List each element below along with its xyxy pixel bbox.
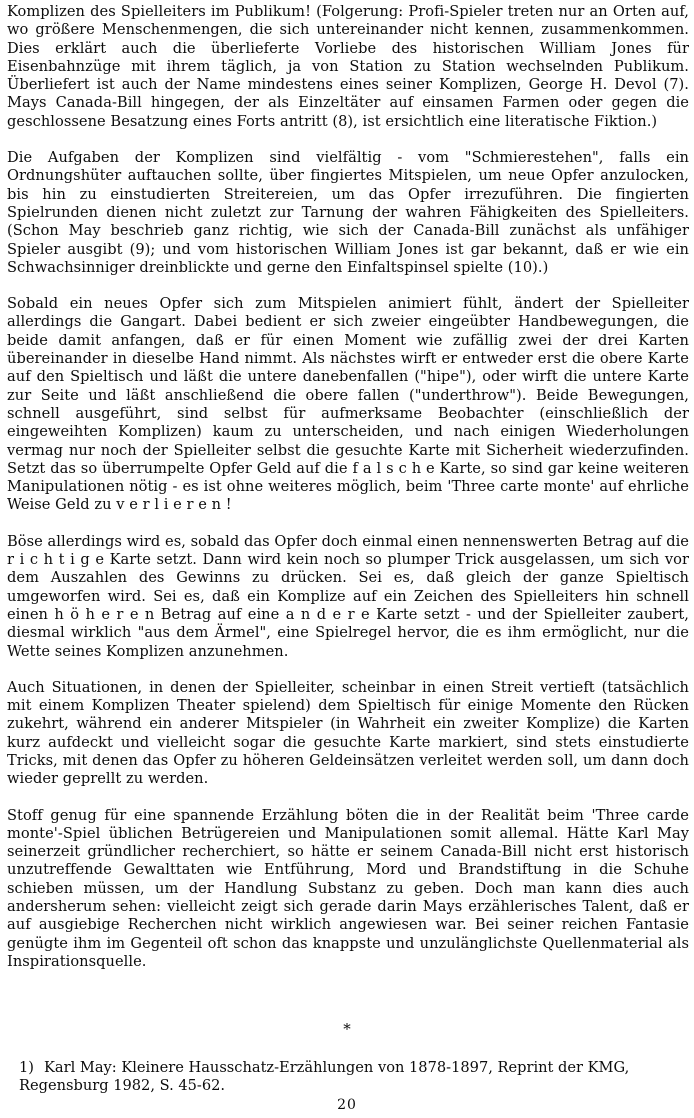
footnote: [19, 1059, 687, 1096]
paragraph-neues-opfer: Sobald ein neues Opfer sich zum Mitspielen animiert fühlt, ändert der Spielleiter allerdings die Gangart. Dabei bedient er sich zweier eingeübter Handbewegungen, die beide damit anfangen, daß er für einen Moment wie zufällig zwei der drei Karten übereinander in dieselbe Hand nimmt. Als nächstes wirft er entweder erst die obere Karte auf den Spieltisch und läßt die untere danebenfallen ("hipe"), oder wirft die untere Karte zur Seite und läßt anschließend die obere fallen ("underthrow"). Beide Bewegungen, schnell ausgeführt, sind selbst für aufmerksame Beobachter (einschließlich der eingeweihten Komplizen) kaum zu unterscheiden, und nach einigen Wiederholungen vermag nur noch der Spielleiter selbst die gesuchte Karte mit Sicherheit wiederzufinden. Setzt das so überrumpelte Opfer Geld auf die f a l s c h e Karte, so sind gar keine weiteren Manipulationen nötig - es ist ohne weiteres möglich, beim 'Three carte monte' auf ehrliche Weise Geld zu v e r l i e r e n !: [7, 295, 689, 514]
paragraph-stoff: Stoff genug für eine spannende Erzählung böten die in der Realität beim 'Three carde monte'-Spiel üblichen Betrügereien und Manipulationen somit allemal. Hätte Karl May seinerzeit gründlicher recherchiert, so hätte er seinem Canada-Bill nicht erst historisch unzutreffende Gewalttaten wie Entführung, Mord und Brandstiftung in die Schuhe schieben müssen, um der Handlung Substanz zu geben. Doch man kann dies auch andersherum sehen: vielleicht zeigt sich gerade darin Mays erzählerisches Talent, daß er auf ausgiebige Recherchen nicht wirklich angewiesen war. Bei seiner reichen Fantasie genügte ihm im Gegenteil oft schon das knappste und unzulänglichste Quellenmaterial als Inspirationsquelle.: [7, 806, 689, 970]
footnote-number: 1): [19, 1059, 34, 1076]
paragraph-komplizen: Komplizen des Spielleiters im Publikum! (Folgerung: Profi-Spieler treten nur an Orten auf, wo größere Menschenmengen, die sich untereinander nicht kennen, zusammenkommen. Dies erklärt auch die überlieferte Vorliebe des historischen William Jones für Eisenbahnzüge mit ihrem täglich, ja von Station zu Station wechselnden Publikum. Überliefert ist auch der Name mindestens eines seiner Komplizen, George H. Devol (7). Mays Canada-Bill hingegen, der als Einzeltäter auf einsamen Farmen oder gegen die geschlossene Besatzung eines Forts antritt (8), ist ersichtlich eine literatische Fiktion.): [7, 3, 689, 130]
body-text: [7, 3, 689, 971]
paragraph-situationen: Auch Situationen, in denen der Spielleiter, scheinbar in einen Streit vertieft (tatsächlich mit einem Komplizen Theater spielend) dem Spieltisch für einige Momente den Rücken zukehrt, während ein anderer Mitspieler (in Wahrheit ein zweiter Komplize) die Karten kurz aufdeckt und vielleicht sogar die gesuchte Karte markiert, sind stets einstudierte Tricks, mit denen das Opfer zu höheren Geldeinsätzen verleitet werden soll, um dann doch wieder geprellt zu werden.: [7, 678, 689, 788]
paragraph-boese: Böse allerdings wird es, sobald das Opfer doch einmal einen nennenswerten Betrag auf die r i c h t i g e Karte setzt. Dann wird kein noch so plumper Trick ausgelassen, um sich vor dem Auszahlen des Gewinns zu drücken. Sei es, daß gleich der ganze Spieltisch umgeworfen wird. Sei es, daß ein Komplize auf ein Zeichen des Spielleiters hin schnell einen h ö h e r e n Betrag auf eine a n d e r e Karte setzt - und der Spielleiter zaubert, diesmal wirklich "aus dem Ärmel", eine Spielregel hervor, die es ihm ermöglicht, nur die Wette seines Komplizen anzunehmen.: [7, 532, 689, 660]
footnote-text: Karl May: Kleinere Hausschatz-Erzählungen von 1878-1897, Reprint der KMG, Regensburg 1982, S. 45-62.: [19, 1059, 630, 1095]
section-separator: *: [343, 1020, 351, 1038]
page-number: 20: [337, 1097, 357, 1113]
paragraph-aufgaben: Die Aufgaben der Komplizen sind vielfältig - vom "Schmierestehen", falls ein Ordnungshüter auftauchen sollte, über fingiertes Mitspielen, um neue Opfer anzulocken, bis hin zu einstudierten Streitereien, um das Opfer irrezuführen. Die fingierten Spielrunden dienen nicht zuletzt zur Tarnung der wahren Fähigkeiten des Spielleiters. (Schon May beschrieb ganz richtig, wie sich der Canada-Bill zunächst als unfähiger Spieler ausgibt (9); und vom historischen William Jones ist gar bekannt, daß er wie ein Schwachsinniger dreinblickte und gerne den Einfaltspinsel spielte (10).): [7, 149, 689, 276]
